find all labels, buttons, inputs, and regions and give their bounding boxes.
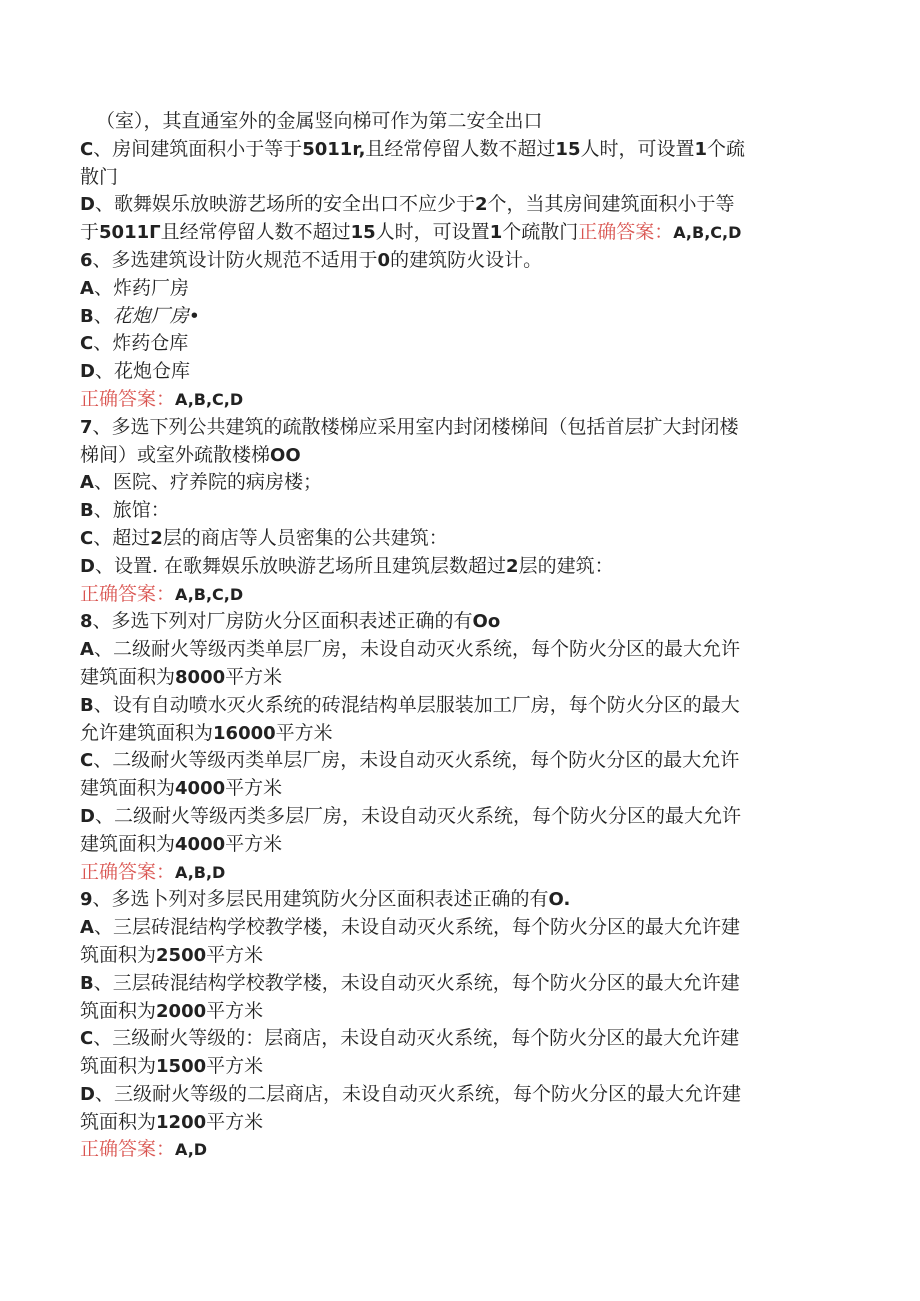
- text-segment: 平方米: [206, 999, 264, 1022]
- option-label: C: [80, 138, 94, 160]
- bold-value: OO: [270, 444, 301, 466]
- text-segment: 、房间建筑面积小于等于: [93, 137, 303, 160]
- text-segment: 平方米: [225, 777, 283, 800]
- text-line: [80, 164, 840, 192]
- text-segment: 层的商店等人员密集的公共建筑：: [162, 526, 448, 549]
- text-segment: 、炸药仓库: [93, 332, 189, 355]
- bold-value: 1500: [156, 1056, 207, 1078]
- text-segment: 、超过: [93, 526, 151, 549]
- text-segment: 人时，可设置: [580, 137, 695, 160]
- bold-value: 2: [506, 555, 519, 577]
- option-d-line: [80, 191, 840, 219]
- text-segment: 平方米: [206, 1055, 264, 1078]
- bold-value: 4000: [175, 833, 226, 855]
- text-segment: 且经常停留人数不超过: [160, 221, 351, 244]
- bold-value: 2500: [156, 944, 207, 966]
- bold-value: O.: [548, 889, 571, 911]
- text-segment: 且经常停留人数不超过: [365, 137, 556, 160]
- document-body: [80, 108, 840, 1164]
- option-c-line: [80, 330, 840, 358]
- question-number: 8: [80, 611, 93, 633]
- text-segment: 、花炮仓库: [94, 360, 190, 383]
- bold-value: 4000: [175, 778, 226, 800]
- answer-line: [80, 386, 840, 414]
- answer-line: [80, 859, 840, 887]
- bold-value: 1: [694, 138, 708, 160]
- bold-value: 5011Γ: [99, 222, 161, 244]
- text-segment: 、炸药厂房: [93, 276, 189, 299]
- text-segment: 、设有自动喷水灭火系统的砖混结构单层服装加工厂房，每个防火分区的最大: [93, 693, 740, 716]
- option-label: A: [80, 639, 94, 661]
- text-segment: 散门: [80, 165, 119, 188]
- bold-value: 8000: [175, 666, 226, 688]
- text-segment: 、医院、疗养院的病房楼；: [93, 471, 322, 494]
- bold-value: 0: [377, 249, 391, 271]
- bold-value: 15: [555, 138, 581, 160]
- text-segment: 、二级耐火等级丙类单层厂房，未设自动灭火系统，每个防火分区的最大允许: [93, 749, 740, 772]
- option-label: D: [80, 555, 95, 577]
- question-number: 9: [80, 889, 93, 911]
- answer-label: 正确答案：: [80, 860, 176, 883]
- text-segment: 平方米: [275, 721, 333, 744]
- text-segment: 层的建筑：: [518, 554, 614, 577]
- option-d-line: [80, 358, 840, 386]
- text-line: [80, 942, 840, 970]
- option-b-line: [80, 497, 840, 525]
- option-label: C: [80, 750, 94, 772]
- text-line: [80, 831, 840, 859]
- text-segment: 、设置. 在歌舞娱乐放映游艺场所且建筑层数超过: [94, 554, 507, 577]
- option-label: B: [80, 500, 94, 522]
- text-line: [80, 775, 840, 803]
- option-c-line: [80, 525, 840, 553]
- text-segment: 筑面积为: [80, 1055, 157, 1078]
- answer-label: 正确答案：: [80, 582, 176, 605]
- text-line: [80, 720, 840, 748]
- italic-segment: 花炮厂房•: [112, 304, 200, 327]
- text-segment: 平方米: [206, 1110, 264, 1133]
- text-segment: 平方米: [206, 943, 264, 966]
- text-segment: 筑面积为: [80, 943, 157, 966]
- option-c-line: [80, 136, 840, 164]
- option-label: B: [80, 694, 94, 716]
- answer-value: A,B,D: [175, 862, 226, 882]
- text-segment: 筑面积为: [80, 999, 157, 1022]
- option-a-line: [80, 275, 840, 303]
- option-a-line: [80, 469, 840, 497]
- option-d-line: [80, 803, 840, 831]
- text-segment: 建筑面积为: [80, 665, 176, 688]
- option-label: B: [80, 972, 94, 994]
- text-line: [80, 1053, 840, 1081]
- text-segment: 个，当其房间建筑面积小于等: [487, 193, 735, 216]
- option-label: C: [80, 333, 94, 355]
- answer-line: [80, 581, 840, 609]
- option-c-line: [80, 1025, 840, 1053]
- answer-label: 正确答案：: [80, 387, 176, 410]
- text-segment: 个疏: [707, 137, 746, 160]
- text-segment: 、三层砖混结构学校教学楼，未设自动灭火系统，每个防火分区的最大允许建: [93, 971, 740, 994]
- text-segment: 、多选下列公共建筑的疏散楼梯应采用室内封闭楼梯间（包括首层扩大封闭楼: [92, 415, 739, 438]
- text-line: [80, 108, 840, 136]
- question-number: 7: [80, 416, 93, 438]
- text-segment: 建筑面积为: [80, 832, 176, 855]
- question-7-line: [80, 414, 840, 442]
- text-segment: 个疏散门: [502, 221, 579, 244]
- bold-value: 2000: [156, 1000, 207, 1022]
- text-line: [80, 998, 840, 1026]
- text-segment: 、多选下列对厂房防火分区面积表述正确的有: [92, 610, 473, 633]
- text-segment: 、: [93, 304, 113, 327]
- option-c-line: [80, 747, 840, 775]
- answer-label: 正确答案：: [80, 1138, 176, 1161]
- text-segment: 、三级耐火等级的二层商店，未设自动灭火系统，每个防火分区的最大允许建: [94, 1082, 741, 1105]
- text-line: [80, 664, 840, 692]
- option-d-line: [80, 553, 840, 581]
- option-label: A: [80, 472, 94, 494]
- text-segment: 、三级耐火等级的：层商店，未设自动灭火系统，每个防火分区的最大允许建: [93, 1027, 740, 1050]
- question-6-line: [80, 247, 840, 275]
- bold-value: Oo: [472, 611, 501, 633]
- option-d-line: [80, 1081, 840, 1109]
- text-segment: 梯间）或室外疏散楼梯: [80, 443, 271, 466]
- text-segment: 允许建筑面积为: [80, 721, 214, 744]
- option-label: D: [80, 805, 95, 827]
- bold-value: 16000: [213, 722, 276, 744]
- bold-value: 2: [474, 194, 488, 216]
- bold-value: 2: [150, 527, 163, 549]
- answer-label: 正确答案：: [578, 221, 674, 244]
- answer-line: [80, 1136, 840, 1164]
- text-segment: 于: [80, 221, 100, 244]
- option-a-line: [80, 636, 840, 664]
- text-segment: （室），其直通室外的金属竖向梯可作为第二安全出口: [96, 110, 543, 132]
- text-line: [80, 1109, 840, 1137]
- option-b-line: [80, 303, 840, 331]
- text-segment: 的建筑防火设计。: [390, 248, 543, 271]
- text-segment: 平方米: [225, 832, 283, 855]
- text-segment: 、多选卜列对多层民用建筑防火分区面积表述正确的有: [92, 888, 549, 911]
- bold-value: 5011r,: [302, 138, 366, 160]
- text-line: [80, 442, 840, 470]
- option-label: D: [80, 194, 95, 216]
- question-9-line: [80, 886, 840, 914]
- question-8-line: [80, 608, 840, 636]
- option-b-line: [80, 692, 840, 720]
- option-label: C: [80, 1028, 94, 1050]
- answer-value: A,D: [175, 1140, 208, 1160]
- bold-value: 15: [350, 222, 376, 244]
- option-a-line: [80, 914, 840, 942]
- option-label: B: [80, 305, 94, 327]
- text-segment: 筑面积为: [80, 1110, 157, 1133]
- option-label: D: [80, 1083, 95, 1105]
- text-segment: 平方米: [225, 665, 283, 688]
- bold-value: 1200: [156, 1111, 207, 1133]
- text-segment: 人时，可设置: [375, 221, 490, 244]
- option-label: A: [80, 917, 94, 939]
- option-label: A: [80, 277, 94, 299]
- text-segment: 、多选建筑设计防火规范不适用于: [92, 248, 378, 271]
- text-segment: 建筑面积为: [80, 777, 176, 800]
- option-b-line: [80, 970, 840, 998]
- question-number: 6: [80, 249, 93, 271]
- option-label: C: [80, 527, 94, 549]
- answer-value: A,B,C,D: [673, 223, 742, 243]
- text-segment: 、歌舞娱乐放映游艺场所的安全出口不应少于: [94, 193, 475, 216]
- text-segment: 、旅馆：: [93, 499, 170, 522]
- text-line: [80, 219, 840, 247]
- answer-value: A,B,C,D: [175, 389, 244, 409]
- bold-value: 1: [489, 222, 503, 244]
- text-segment: 、三层砖混结构学校教学楼，未设自动灭火系统，每个防火分区的最大允许建: [93, 916, 740, 939]
- text-segment: 、二级耐火等级丙类多层厂房，未设自动灭火系统，每个防火分区的最大允许: [94, 804, 741, 827]
- text-segment: 、二级耐火等级丙类单层厂房，未设自动灭火系统，每个防火分区的最大允许: [93, 638, 740, 661]
- answer-value: A,B,C,D: [175, 584, 244, 604]
- option-label: D: [80, 361, 95, 383]
